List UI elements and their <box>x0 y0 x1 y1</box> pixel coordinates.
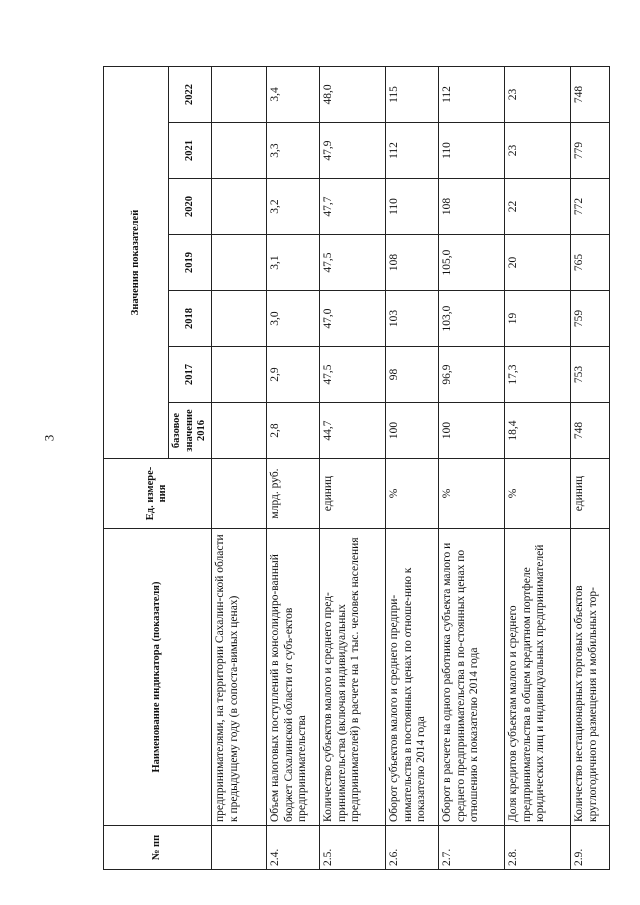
header-row <box>104 66 169 869</box>
row-num: 2.8. <box>504 826 570 870</box>
header-year: 2017 <box>169 347 212 403</box>
row-value <box>211 123 266 179</box>
row-value: 3,3 <box>266 123 319 179</box>
row-unit: единиц <box>570 459 609 529</box>
row-value <box>211 291 266 347</box>
header-year: 2019 <box>169 235 212 291</box>
row-value: 20 <box>504 235 570 291</box>
row-num: 2.7. <box>438 826 504 870</box>
row-name: Доля кредитов субъектам малого и среднего предпринимательства в общем кредитном портфеле юридических лиц и индивидуальных предпринимателей <box>504 529 570 826</box>
row-num <box>211 826 266 870</box>
row-value: 105,0 <box>438 235 504 291</box>
row-value <box>211 235 266 291</box>
row-value: 47,7 <box>319 179 385 235</box>
indicator-table <box>103 66 610 870</box>
row-value: 96,9 <box>438 347 504 403</box>
row-name: Оборот в расчете на одного работника субъекта малого и среднего предпринимательства в по-стоянных ценах по отношению к показателю 2014 года <box>438 529 504 826</box>
row-value: 103 <box>385 291 438 347</box>
row-value <box>211 347 266 403</box>
row-value <box>211 403 266 459</box>
row-value: 98 <box>385 347 438 403</box>
row-num: 2.6. <box>385 826 438 870</box>
row-value: 748 <box>570 66 609 122</box>
row-value: 110 <box>438 123 504 179</box>
row-name: Количество нестационарных торговых объектов круглогодичного размещения и мобильных тор- <box>570 529 609 826</box>
row-value: 18,4 <box>504 403 570 459</box>
indicator-table-rotated <box>103 68 599 870</box>
row-value: 48,0 <box>319 66 385 122</box>
row-value: 23 <box>504 123 570 179</box>
row-value: 47,0 <box>319 291 385 347</box>
row-value: 22 <box>504 179 570 235</box>
row-value: 2,8 <box>266 403 319 459</box>
row-value: 47,9 <box>319 123 385 179</box>
row-unit: % <box>438 459 504 529</box>
row-value: 772 <box>570 179 609 235</box>
header-year: 2020 <box>169 179 212 235</box>
row-value: 108 <box>385 235 438 291</box>
row-unit: млрд. руб. <box>266 459 319 529</box>
header-year: 2022 <box>169 66 212 122</box>
row-num: 2.5. <box>319 826 385 870</box>
row-value: 748 <box>570 403 609 459</box>
row-value: 23 <box>504 66 570 122</box>
row-value: 779 <box>570 123 609 179</box>
table-row <box>438 66 504 869</box>
row-value: 17,3 <box>504 347 570 403</box>
row-value: 47,5 <box>319 235 385 291</box>
table-row <box>266 66 319 869</box>
row-name: Оборот субъектов малого и среднего предпри-нимательства в постоянных ценах по отноше-нию к показателю 2014 года <box>385 529 438 826</box>
row-name: Объем налоговых поступлений в консолидиро-ванный бюджет Сахалинской области от субъ-ектов предпринимательства <box>266 529 319 826</box>
row-value <box>211 66 266 122</box>
table-row <box>570 66 609 869</box>
row-value: 759 <box>570 291 609 347</box>
row-value: 3,0 <box>266 291 319 347</box>
row-value: 115 <box>385 66 438 122</box>
row-value: 3,4 <box>266 66 319 122</box>
row-value: 108 <box>438 179 504 235</box>
row-num: 2.9. <box>570 826 609 870</box>
header-year: 2018 <box>169 291 212 347</box>
row-value: 19 <box>504 291 570 347</box>
row-name: Количество субъектов малого и среднего пред-принимательства (включая индивидуальных предпринимателей) в расчете на 1 тыс. человек населения <box>319 529 385 826</box>
row-unit <box>211 459 266 529</box>
row-value: 112 <box>438 66 504 122</box>
header-name: Наименование индикатора (показателя) <box>104 529 212 826</box>
row-unit: единиц <box>319 459 385 529</box>
row-value <box>211 179 266 235</box>
row-value: 100 <box>385 403 438 459</box>
row-value: 44,7 <box>319 403 385 459</box>
row-value: 112 <box>385 123 438 179</box>
row-value: 3,2 <box>266 179 319 235</box>
table-row <box>504 66 570 869</box>
header-values-group: Значения показателей <box>104 66 169 458</box>
row-num: 2.4. <box>266 826 319 870</box>
header-num: № пп <box>104 826 212 870</box>
row-value: 765 <box>570 235 609 291</box>
row-unit: % <box>504 459 570 529</box>
table-row <box>319 66 385 869</box>
header-year: базовое значение 2016 <box>169 403 212 459</box>
header-unit: Ед. измере-ния <box>104 459 212 529</box>
row-unit: % <box>385 459 438 529</box>
row-value: 2,9 <box>266 347 319 403</box>
row-name: предпринимателями, на территории Сахалин-ской области к предыдущему году (в сопоста-вимых ценах) <box>211 529 266 826</box>
row-value: 47,5 <box>319 347 385 403</box>
row-value: 3,1 <box>266 235 319 291</box>
header-year: 2021 <box>169 123 212 179</box>
row-value: 753 <box>570 347 609 403</box>
row-value: 103,0 <box>438 291 504 347</box>
row-value: 100 <box>438 403 504 459</box>
page-number: 3 <box>41 434 57 442</box>
row-value: 110 <box>385 179 438 235</box>
table-row <box>211 66 266 869</box>
table-row <box>385 66 438 869</box>
